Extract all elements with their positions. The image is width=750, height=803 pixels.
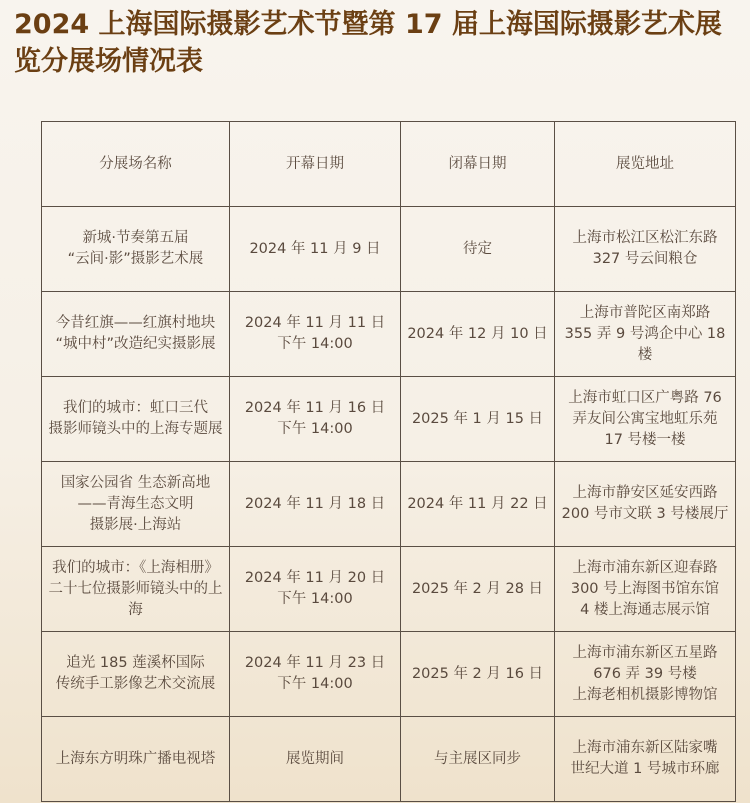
venue-name: 新城·节奏第五届 “云间·影”摄影艺术展: [67, 230, 204, 267]
open-date-cell: [230, 292, 401, 377]
venue-name-cell: [42, 207, 230, 292]
address: 上海市浦东新区陆家嘴 世纪大道 1 号城市环廊: [570, 740, 720, 777]
table-row: [42, 462, 736, 547]
open-date: 展览期间: [286, 750, 344, 767]
address-cell: [555, 292, 736, 377]
open-date-cell: [230, 207, 401, 292]
close-date: 与主展区同步: [434, 750, 521, 767]
open-date-cell: [230, 632, 401, 717]
venue-name-cell: [42, 377, 230, 462]
close-date: 2025 年 2 月 16 日: [411, 665, 544, 682]
close-date: 2024 年 12 月 10 日: [407, 325, 548, 342]
close-date-cell: [401, 632, 555, 717]
venue-name-cell: [42, 632, 230, 717]
table-row: [42, 292, 736, 377]
open-date: 2024 年 11 月 16 日 下午 14:00: [244, 400, 386, 437]
page-title: 2024 上海国际摄影艺术节暨第 17 届上海国际摄影艺术展览分展场情况表: [14, 9, 722, 77]
table-row: [42, 717, 736, 802]
header-venue-name: 分展场名称: [42, 122, 230, 207]
open-date-cell: [230, 717, 401, 802]
venue-name: 我们的城市：虹口三代 摄影师镜头中的上海专题展: [48, 400, 223, 437]
open-date: 2024 年 11 月 20 日 下午 14:00: [244, 570, 386, 607]
table-header-row: [42, 122, 736, 207]
venue-name: 我们的城市：《上海相册》 二十七位摄影师镜头中的上海: [48, 559, 223, 618]
close-date: 待定: [463, 240, 492, 257]
address: 上海市松江区松汇东路 327 号云间粮仓: [572, 230, 718, 267]
close-date: 2025 年 2 月 28 日: [411, 580, 544, 597]
close-date-cell: [401, 547, 555, 632]
header-open-date: 开幕日期: [230, 122, 401, 207]
venue-name-cell: [42, 547, 230, 632]
table-row: [42, 207, 736, 292]
address-cell: [555, 207, 736, 292]
address-cell: [555, 462, 736, 547]
venue-name-cell: [42, 292, 230, 377]
address: 上海市浦东新区迎春路 300 号上海图书馆东馆 4 楼上海通志展示馆: [570, 559, 720, 618]
address: 上海市浦东新区五星路 676 弄 39 号楼 上海老相机摄影博物馆: [572, 644, 718, 703]
address: 上海市静安区延安西路 200 号市文联 3 号楼展厅: [561, 485, 729, 522]
venue-name-cell: [42, 717, 230, 802]
address-cell: [555, 547, 736, 632]
venue-name: 国家公园省 生态新高地 ——青海生态文明 摄影展·上海站: [60, 474, 211, 533]
address: 上海市普陀区南郑路 355 弄 9 号鸿企中心 18 楼: [564, 304, 726, 363]
close-date-cell: [401, 207, 555, 292]
header-address: 展览地址: [555, 122, 736, 207]
open-date-cell: [230, 547, 401, 632]
close-date: 2025 年 1 月 15 日: [411, 410, 544, 427]
venue-name: 追光 185 莲溪杯国际 传统手工影像艺术交流展: [55, 655, 216, 692]
open-date: 2024 年 11 月 11 日 下午 14:00: [244, 315, 386, 352]
open-date-cell: [230, 462, 401, 547]
address-cell: [555, 377, 736, 462]
address: 上海市虹口区广粤路 76 弄友间公寓宝地虹乐苑 17 号楼一楼: [568, 389, 722, 448]
open-date-cell: [230, 377, 401, 462]
close-date: 2024 年 11 月 22 日: [407, 495, 548, 512]
table-row: [42, 377, 736, 462]
venue-name-cell: [42, 462, 230, 547]
address-cell: [555, 632, 736, 717]
table-row: [42, 632, 736, 717]
close-date-cell: [401, 292, 555, 377]
close-date-cell: [401, 717, 555, 802]
close-date-cell: [401, 462, 555, 547]
open-date: 2024 年 11 月 9 日: [249, 240, 381, 257]
header-close-date: 闭幕日期: [401, 122, 555, 207]
venue-name: 上海东方明珠广播电视塔: [55, 750, 216, 767]
open-date: 2024 年 11 月 18 日: [244, 495, 386, 512]
address-cell: [555, 717, 736, 802]
open-date: 2024 年 11 月 23 日 下午 14:00: [244, 655, 386, 692]
venue-table: [41, 121, 736, 802]
venue-name: 今昔红旗——红旗村地块 “城中村”改造纪实摄影展: [55, 315, 216, 352]
table-row: [42, 547, 736, 632]
close-date-cell: [401, 377, 555, 462]
